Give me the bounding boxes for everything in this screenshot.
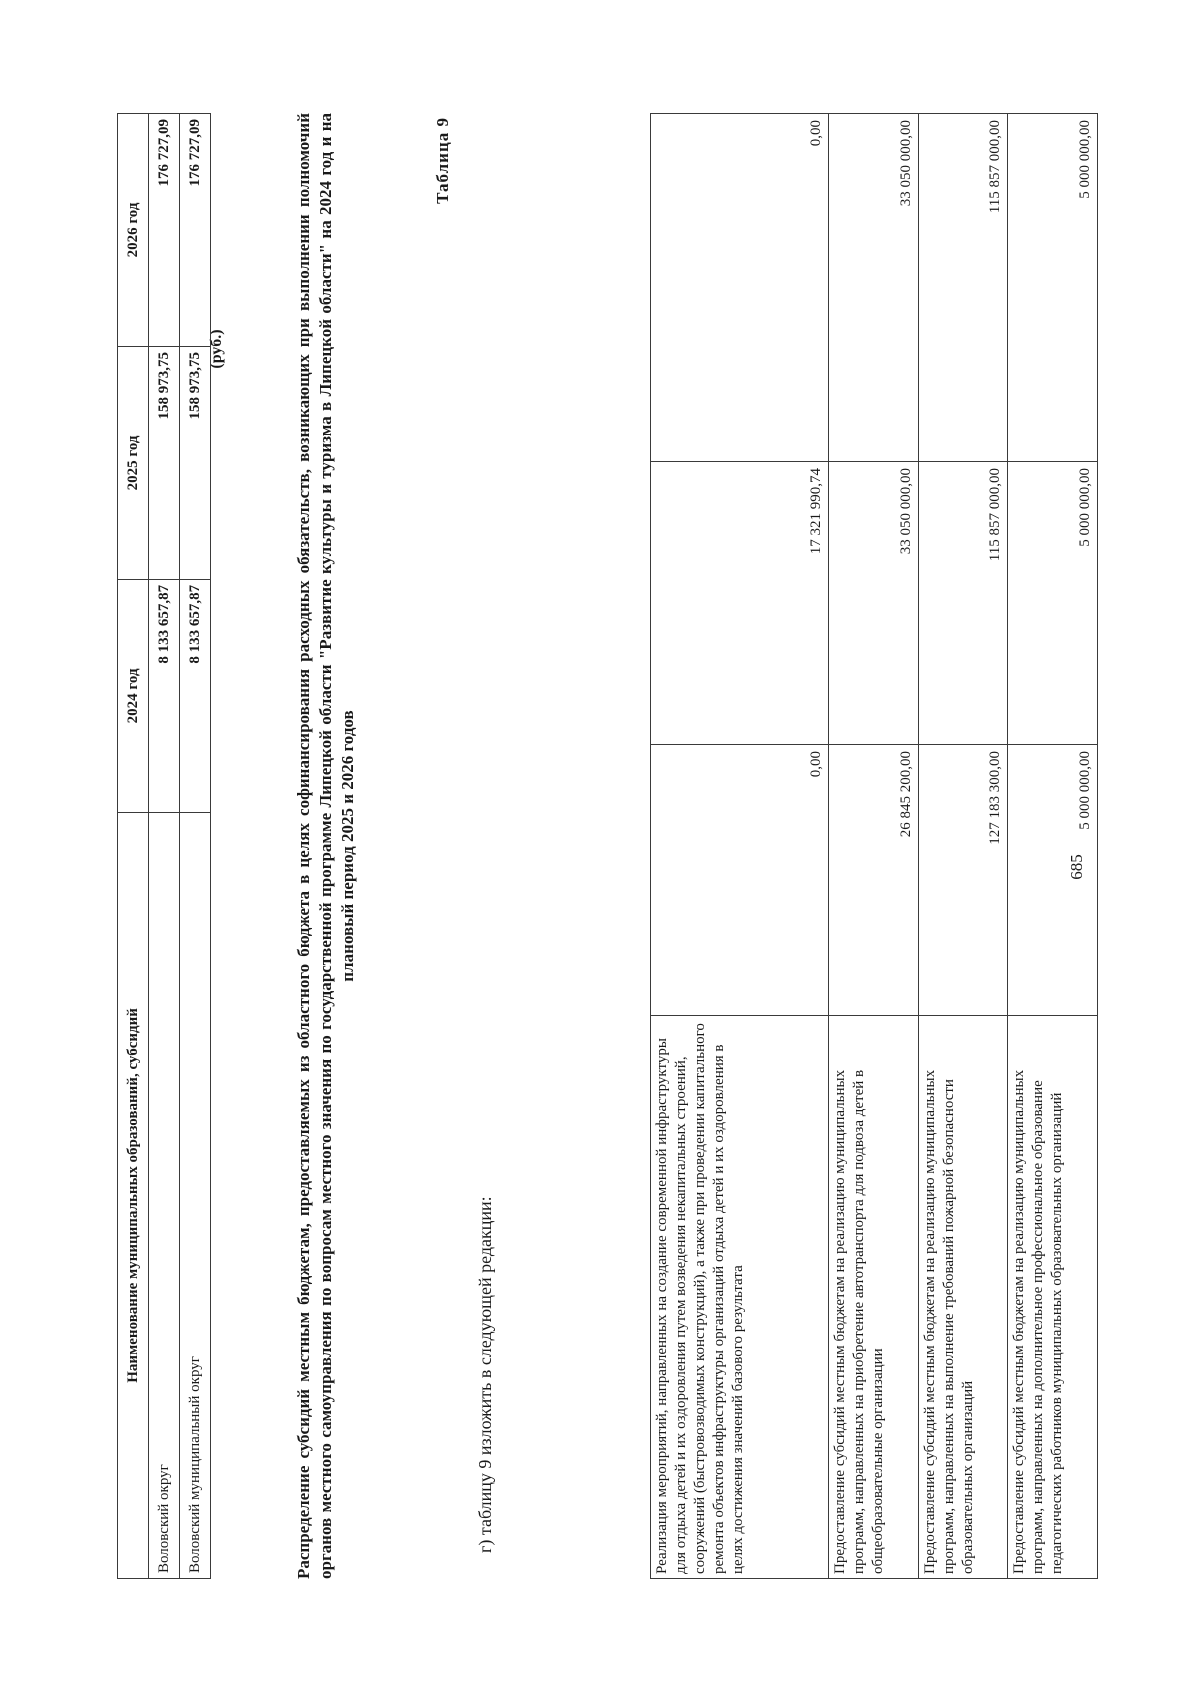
table-row [919, 114, 1008, 1579]
value-2025: 158 973,75 [180, 346, 211, 579]
header-2026: 2026 год [118, 114, 149, 347]
row-description: Предоставление субсидий местным бюджетам на реализацию муниципальных программ, направленных на дополнительное профессиональное образование педагогических работников муниципальных образовательных организаций [1008, 1016, 1098, 1579]
header-2024: 2024 год [118, 579, 149, 812]
municipality-name: Воловский округ [149, 812, 180, 1578]
amendment-instruction: г) таблицу 9 изложить в следующей редакции: [475, 1196, 495, 1553]
header-2025: 2025 год [118, 346, 149, 579]
value-2024: 0,00 [651, 745, 829, 1016]
row-description: Реализация мероприятий, направленных на создание современной инфраструктуры для отдыха детей и их оздоровления путем возведения некапитальных строений, сооружений (быстровозводимых конструкций), а также при проведении капитального ремонта объектов инфраструктуры организаций отдыха детей и их оздоровления в целях достижения значений базового результата [651, 1016, 829, 1579]
subsidy-table-continued [650, 113, 1098, 1579]
value-2025: 17 321 990,74 [651, 462, 829, 745]
value-2026: 115 857 000,00 [919, 114, 1008, 462]
value-2025: 158 973,75 [149, 346, 180, 579]
value-2025: 33 050 000,00 [829, 462, 919, 745]
table-row [180, 114, 211, 1579]
header-name: Наименование муниципальных образований, субсидий [118, 812, 149, 1578]
value-2026: 5 000 000,00 [1008, 114, 1098, 462]
subsidy-distribution-table [117, 113, 211, 1579]
table-title: Распределение субсидий местным бюджетам, предоставляемых из областного бюджета в целях софинансирования расходных обязательств, возникающих при выполнении полномочий органов местного самоуправления по вопросам местного значения по государственной программе Липецкой области "Развитие культуры и туризма в Липецкой области" на 2024 год и на плановый период 2025 и 2026 годов [294, 113, 357, 1579]
table-row [1008, 114, 1098, 1579]
currency-unit: (руб.) [208, 329, 225, 369]
value-2024: 127 183 300,00 [919, 745, 1008, 1016]
table-row [149, 114, 180, 1579]
row-description: Предоставление субсидий местным бюджетам на реализацию муниципальных программ, направленных на приобретение автотранспорта для подвоза детей в общеобразовательные организации [829, 1016, 919, 1579]
table-row [651, 114, 829, 1579]
table-row [829, 114, 919, 1579]
page-number: 685 [1067, 854, 1086, 880]
table-label: Таблица 9 [433, 117, 452, 204]
value-2024: 8 133 657,87 [180, 579, 211, 812]
value-2024: 5 000 000,00 [1008, 745, 1098, 1016]
table-header-row [118, 114, 149, 1579]
value-2024: 26 845 200,00 [829, 745, 919, 1016]
value-2026: 33 050 000,00 [829, 114, 919, 462]
value-2025: 115 857 000,00 [919, 462, 1008, 745]
row-description: Предоставление субсидий местным бюджетам на реализацию муниципальных программ, направленных на выполнение требований пожарной безопасности образовательных организаций [919, 1016, 1008, 1579]
municipality-name: Воловский муниципальный округ [180, 812, 211, 1578]
value-2024: 8 133 657,87 [149, 579, 180, 812]
value-2026: 0,00 [651, 114, 829, 462]
value-2026: 176 727,09 [149, 114, 180, 347]
value-2026: 176 727,09 [180, 114, 211, 347]
value-2025: 5 000 000,00 [1008, 462, 1098, 745]
